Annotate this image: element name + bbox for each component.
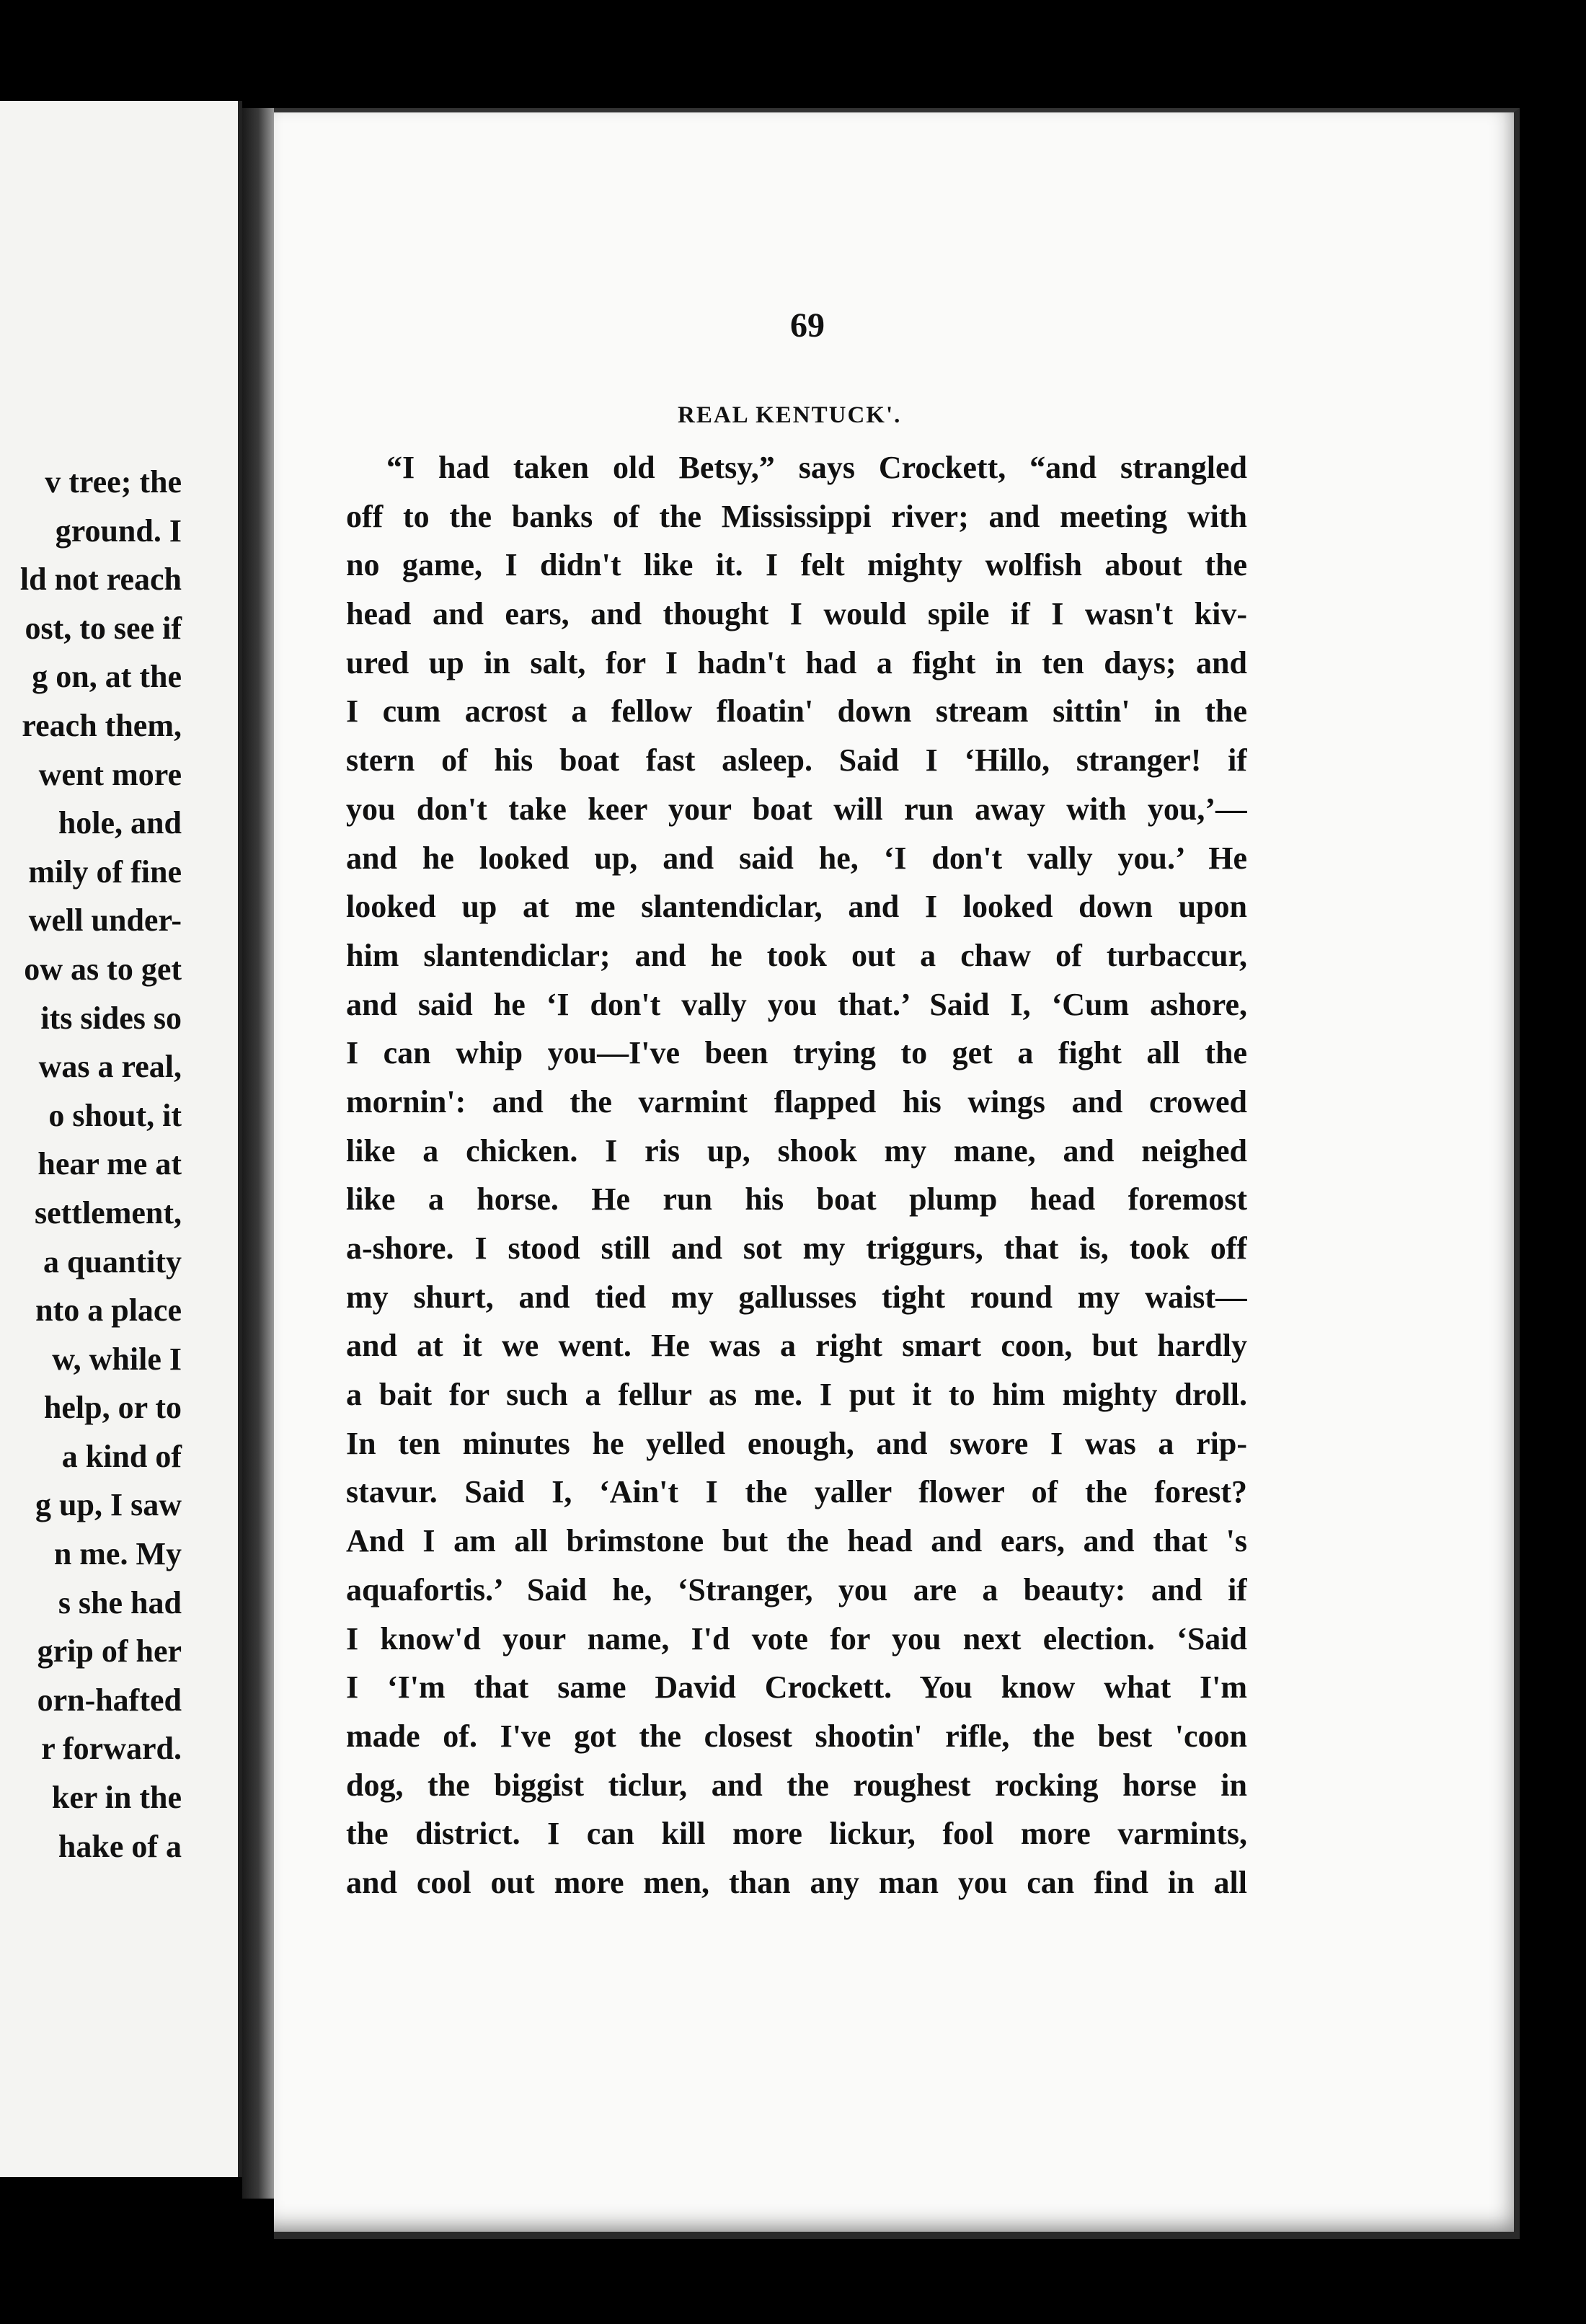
left-page-line: s she had <box>58 1584 182 1620</box>
text-line: stern of his boat fast asleep. Said I ‘Hillo, stranger! if <box>346 742 1247 779</box>
text-line: and said he ‘I don't vally you that.’ Said I, ‘Cum ashore, <box>346 986 1247 1022</box>
text-line: off to the banks of the Mississippi river; and meeting with <box>346 498 1247 534</box>
text-line: my shurt, and tied my gallusses tight round my waist— <box>346 1279 1247 1315</box>
left-page-line: hole, and <box>58 805 182 841</box>
text-line: mornin': and the varmint flapped his wings and crowed <box>346 1083 1247 1119</box>
left-page-line: ost, to see if <box>25 610 182 646</box>
text-line: head and ears, and thought I would spile if I wasn't kiv- <box>346 596 1247 632</box>
left-page-text <box>20 458 182 1871</box>
left-page-line: hear me at <box>37 1146 182 1182</box>
text-line: In ten minutes he yelled enough, and swore I was a rip- <box>346 1425 1247 1461</box>
left-facing-page <box>0 101 242 2177</box>
body-text <box>346 443 1247 1907</box>
text-line: looked up at me slantendiclar, and I looked down upon <box>346 889 1247 925</box>
left-page-line: a quantity <box>43 1243 182 1279</box>
text-line: like a horse. He run his boat plump head foremost <box>346 1181 1247 1218</box>
text-line: him slantendiclar; and he took out a chaw of turbaccur, <box>346 937 1247 973</box>
section-heading: REAL KENTUCK'. <box>678 402 902 428</box>
text-line: and at it we went. He was a right smart coon, but hardly <box>346 1328 1247 1364</box>
left-page-line: was a real, <box>38 1049 182 1085</box>
left-page-line: n me. My <box>53 1536 182 1572</box>
text-line: made of. I've got the closest shootin' rifle, the best 'coon <box>346 1718 1247 1754</box>
left-page-line: settlement, <box>34 1194 182 1230</box>
left-page-line: orn-hafted <box>37 1682 182 1718</box>
left-page-line: reach them, <box>22 707 182 743</box>
left-page-line: mily of fine <box>28 853 182 890</box>
text-line: stavur. Said I, ‘Ain't I the yaller flower of the forest? <box>346 1474 1247 1510</box>
left-page-line: grip of her <box>37 1633 182 1669</box>
left-page-line: went more <box>38 756 182 792</box>
text-line: “I had taken old Betsy,” says Crockett, “and strangled <box>386 450 1247 485</box>
text-line: I ‘I'm that same David Crockett. You know what I'm <box>346 1669 1247 1706</box>
left-page-line: help, or to <box>43 1390 182 1426</box>
left-page-line: v tree; the <box>45 464 182 500</box>
left-page-line: hake of a <box>58 1828 182 1864</box>
left-page-line: r forward. <box>41 1731 182 1767</box>
left-page-line: g up, I saw <box>35 1487 182 1523</box>
left-page-line: ow as to get <box>24 951 182 987</box>
text-line: I cum acrost a fellow floatin' down stream sittin' in the <box>346 693 1247 729</box>
text-line: you don't take keer your boat will run away with you,’— <box>346 791 1247 827</box>
text-line: the district. I can kill more lickur, fool more varmints, <box>346 1816 1247 1852</box>
left-page-line: ker in the <box>51 1780 182 1816</box>
text-line: I can whip you—I've been trying to get a fight all the <box>346 1035 1247 1071</box>
left-page-line: well under- <box>28 902 182 939</box>
text-line: a bait for such a fellur as me. I put it to him mighty droll. <box>346 1377 1247 1413</box>
text-line: aquafortis.’ Said he, ‘Stranger, you are a beauty: and if <box>346 1571 1247 1607</box>
text-line: a-shore. I stood still and sot my triggurs, that is, took off <box>346 1230 1247 1266</box>
text-line: And I am all brimstone but the head and ears, and that 's <box>346 1523 1247 1559</box>
text-line: and he looked up, and said he, ‘I don't vally you.’ He <box>346 840 1247 876</box>
text-line: like a chicken. I ris up, shook my mane, and neighed <box>346 1132 1247 1168</box>
text-line: dog, the biggist ticlur, and the roughest rocking horse in <box>346 1767 1247 1803</box>
text-line: ured up in salt, for I hadn't had a fight in ten days; and <box>346 644 1247 680</box>
left-page-line: o shout, it <box>48 1097 182 1133</box>
text-line: no game, I didn't like it. I felt mighty wolfish about the <box>346 547 1247 583</box>
page-number: 69 <box>790 306 825 345</box>
left-page-line: nto a place <box>35 1292 182 1329</box>
left-page-line: a kind of <box>61 1438 182 1474</box>
text-line: and cool out more men, than any man you can find in all <box>346 1864 1247 1900</box>
text-line: I know'd your name, I'd vote for you next election. ‘Said <box>346 1620 1247 1656</box>
left-page-line: ground. I <box>55 513 182 549</box>
left-page-line: ld not reach <box>19 562 182 598</box>
left-page-line: w, while I <box>52 1341 182 1377</box>
left-page-line: its sides so <box>40 1000 182 1036</box>
left-page-line: g on, at the <box>32 659 182 695</box>
